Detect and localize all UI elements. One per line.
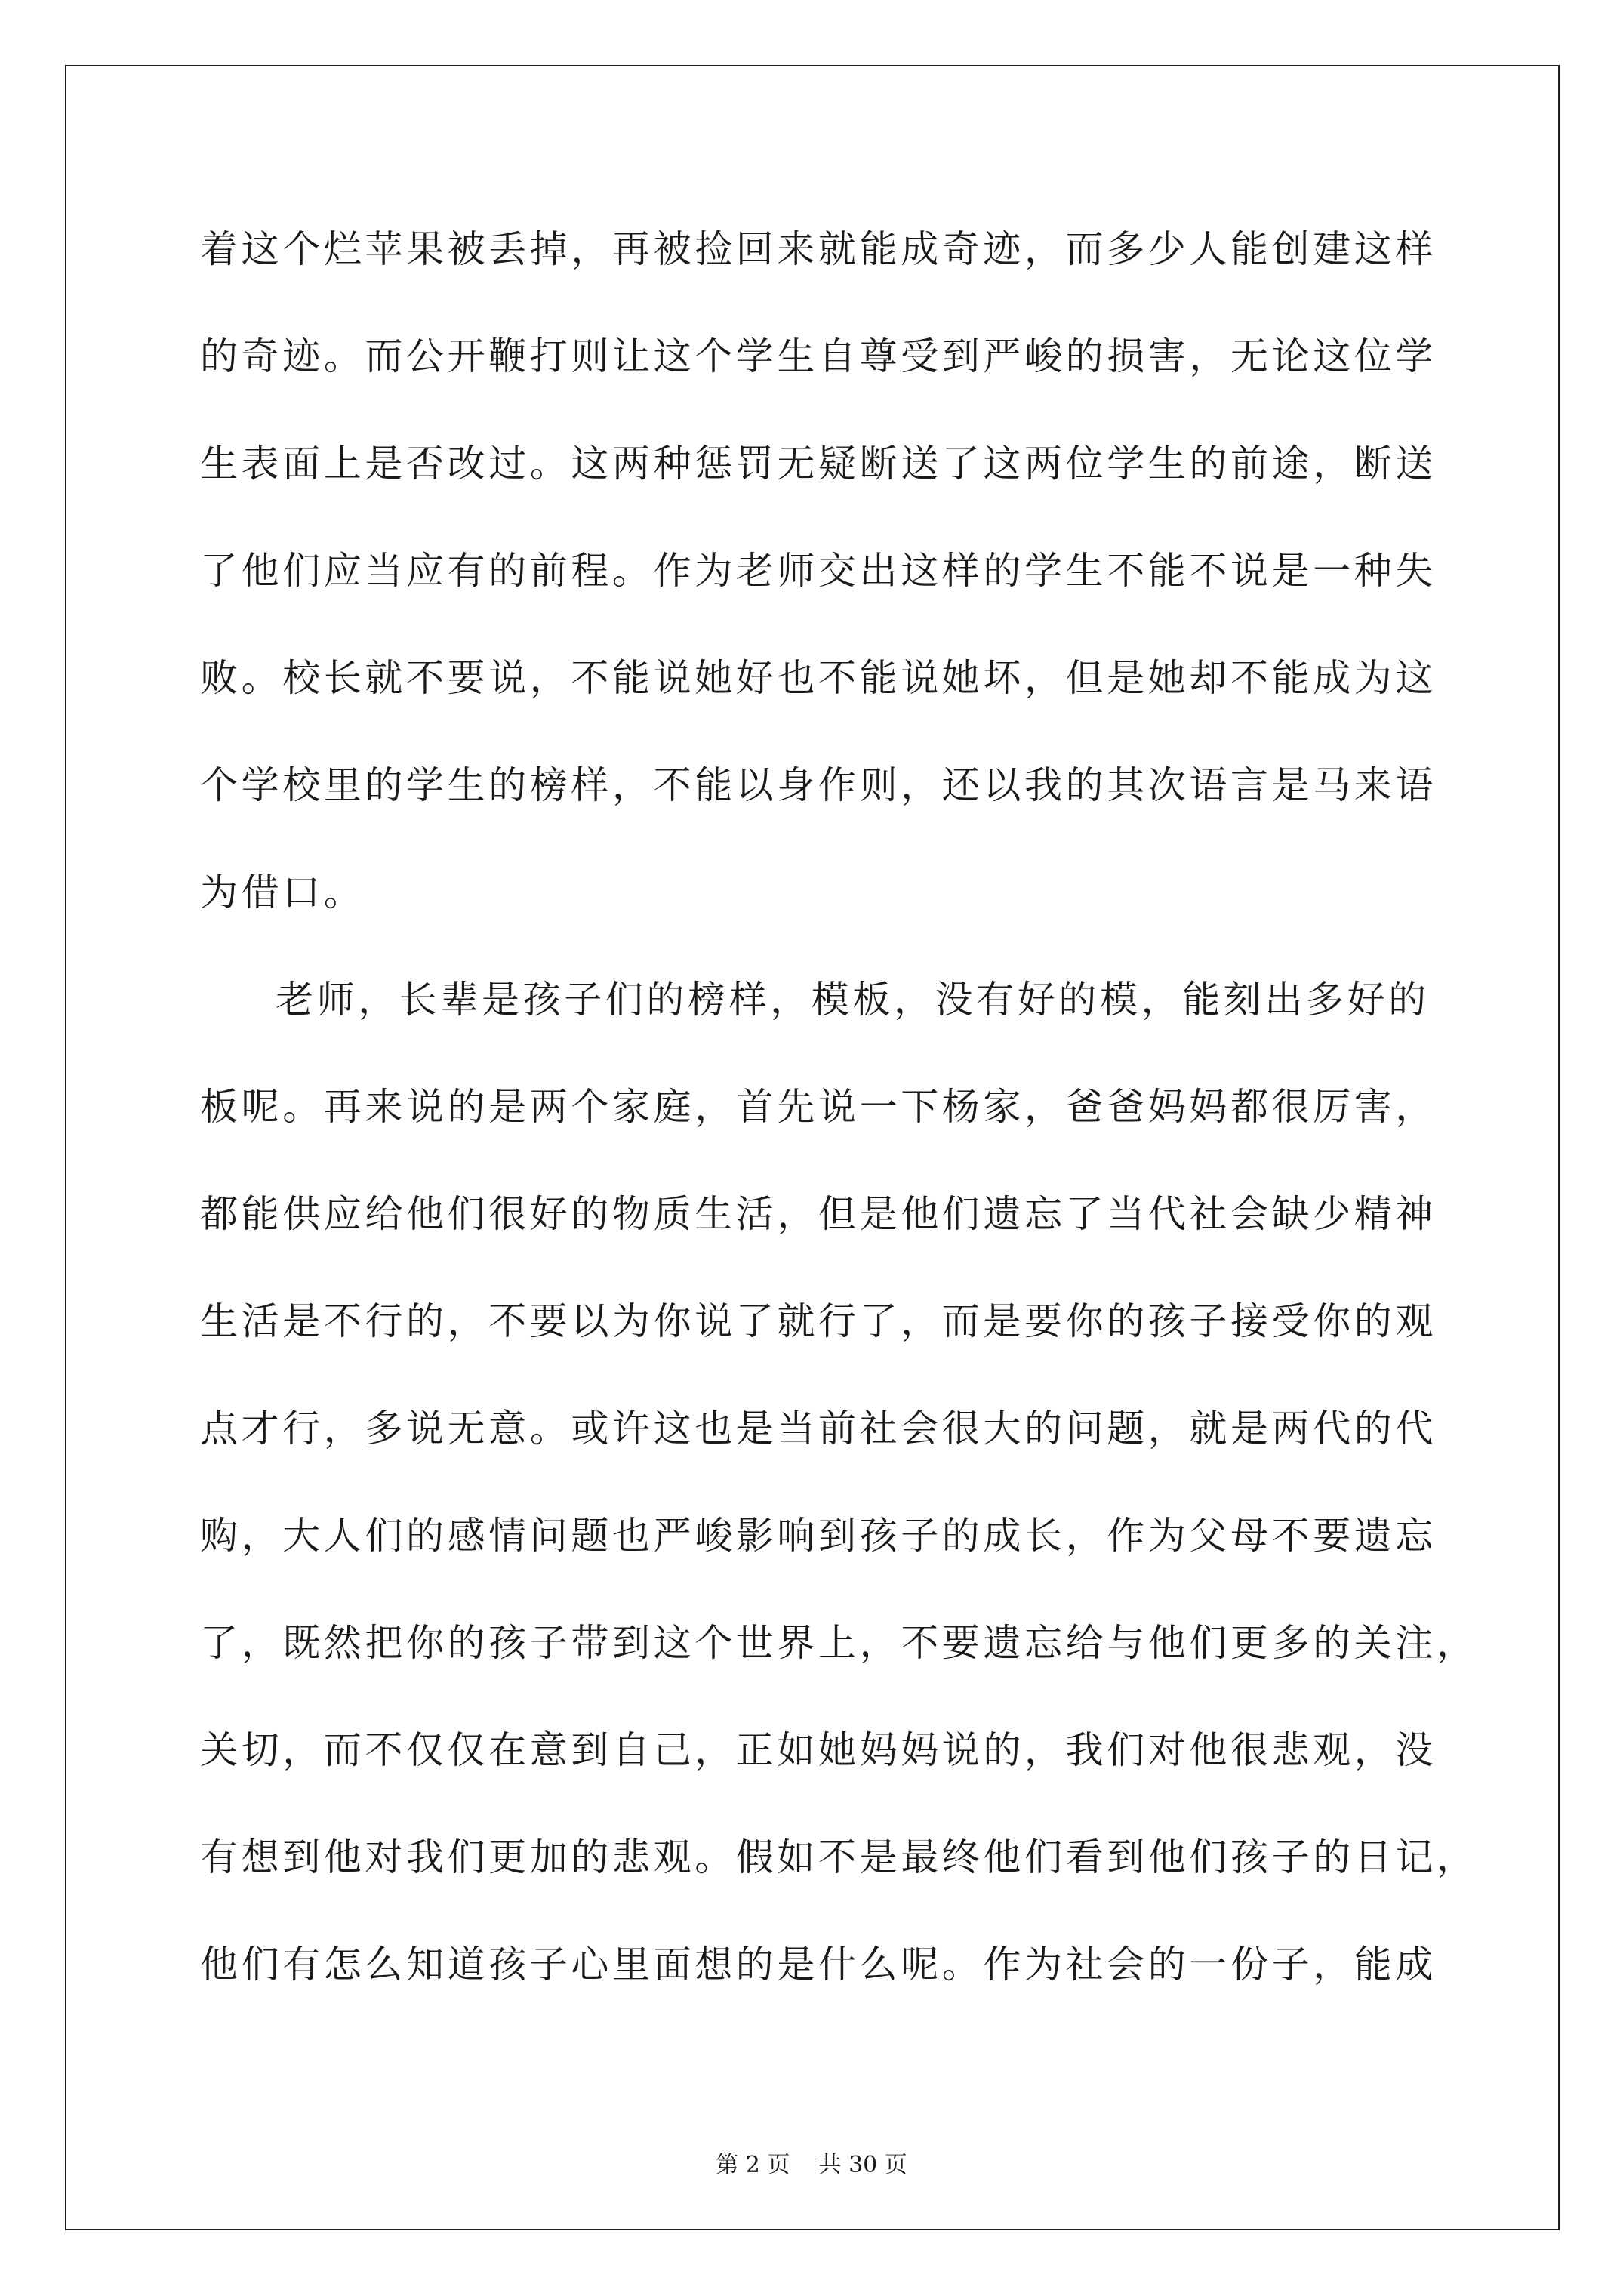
text-line: 关切，而不仅仅在意到自己，正如她妈妈说的，我们对他很悲观，没: [200, 1728, 1437, 1772]
text-line: 点才行，多说无意。或许这也是当前社会很大的问题，就是两代的代: [200, 1407, 1437, 1450]
text-line: 生活是不行的，不要以为你说了就行了，而是要你的孩子接受你的观: [200, 1299, 1437, 1343]
text-line: 的奇迹。而公开鞭打则让这个学生自尊受到严峻的损害，无论这位学: [200, 334, 1437, 378]
text-line: 了，既然把你的孩子带到这个世界上，不要遗忘给与他们更多的关注，: [200, 1621, 1478, 1665]
text-line: 有想到他对我们更加的悲观。假如不是最终他们看到他们孩子的日记，: [200, 1835, 1478, 1879]
text-line: 板呢。再来说的是两个家庭，首先说一下杨家，爸爸妈妈都很厉害，: [200, 1085, 1437, 1129]
paragraph-first-line: 老师，长辈是孩子们的榜样，模板，没有好的模，能刻出多好的: [276, 978, 1430, 1022]
text-line: 为借口。: [200, 871, 365, 914]
text-line: 个学校里的学生的榜样，不能以身作则，还以我的其次语言是马来语: [200, 763, 1437, 807]
text-line: 他们有怎么知道孩子心里面想的是什么呢。作为社会的一份子，能成: [200, 1943, 1437, 1986]
page-number: 第 2 页: [716, 2152, 790, 2178]
page-total: 共 30 页: [818, 2152, 907, 2178]
footer-spacer: [790, 2152, 818, 2178]
text-line: 败。校长就不要说，不能说她好也不能说她坏，但是她却不能成为这: [200, 656, 1437, 700]
text-line: 着这个烂苹果被丢掉，再被捡回来就能成奇迹，而多少人能创建这样: [200, 227, 1437, 271]
page-border: [65, 65, 1560, 2230]
text-line: 了他们应当应有的前程。作为老师交出这样的学生不能不说是一种失: [200, 549, 1437, 593]
text-line: 购，大人们的感情问题也严峻影响到孩子的成长，作为父母不要遗忘: [200, 1514, 1437, 1558]
text-line: 生表面上是否改过。这两种惩罚无疑断送了这两位学生的前途，断送: [200, 442, 1437, 485]
text-line: 都能供应给他们很好的物质生活，但是他们遗忘了当代社会缺少精神: [200, 1192, 1437, 1236]
page-footer: [0, 2150, 1623, 2180]
